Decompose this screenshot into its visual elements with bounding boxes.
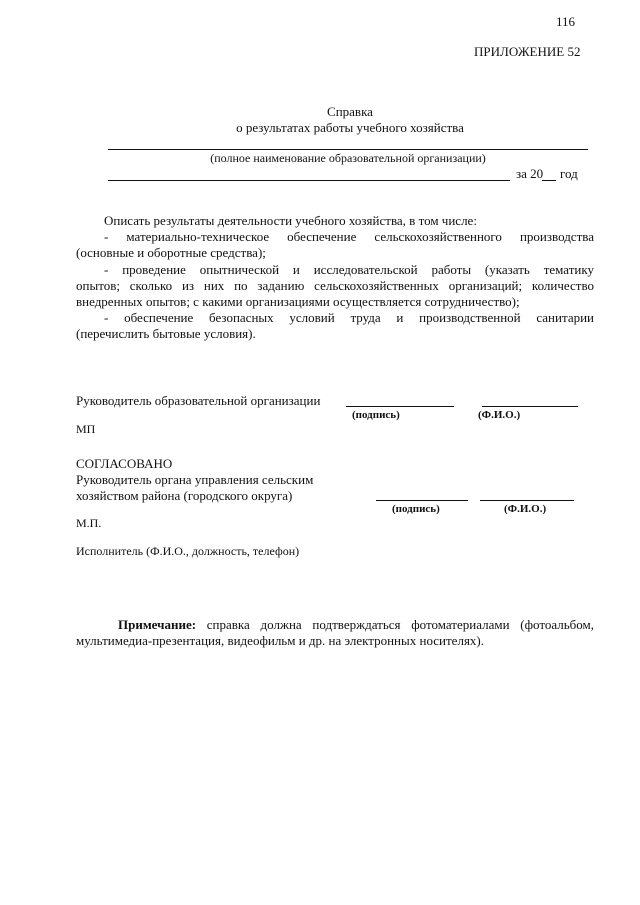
head-signature-caption: (подпись) <box>352 409 400 421</box>
executor-label: Исполнитель (Ф.И.О., должность, телефон) <box>76 544 300 558</box>
item-2-line-a: - проведение опытнической и исследовательской работы (указать тематику <box>104 262 594 277</box>
doc-subtitle: о результатах работы учебного хозяйства <box>236 120 464 135</box>
agency-signature-line[interactable] <box>376 500 468 501</box>
agency-fio-caption: (Ф.И.О.) <box>504 503 547 515</box>
year-field[interactable] <box>542 180 556 181</box>
agency-fio-line[interactable] <box>480 500 574 501</box>
agency-line-2: хозяйством района (городского округа) <box>76 488 293 503</box>
year-suffix: год <box>560 166 578 181</box>
doc-title: Справка <box>327 104 373 119</box>
org-name-caption: (полное наименование образовательной организации) <box>210 151 486 165</box>
agreed-label: СОГЛАСОВАНО <box>76 456 173 471</box>
item-1-line-b: (основные и оборотные средства); <box>76 245 266 260</box>
stamp-mark-1: МП <box>76 422 96 436</box>
head-fio-line[interactable] <box>482 406 578 407</box>
head-fio-caption: (Ф.И.О.) <box>478 409 521 421</box>
intro-line: Описать результаты деятельности учебного хозяйства, в том числе: <box>104 213 477 228</box>
head-label: Руководитель образовательной организации <box>76 393 321 408</box>
year-prefix: за 20 <box>516 166 544 181</box>
note-line-a <box>118 617 594 633</box>
org-name-line-2[interactable] <box>108 180 510 181</box>
org-name-line[interactable] <box>108 149 588 150</box>
stamp-mark-2: М.П. <box>76 516 102 530</box>
agency-signature-caption: (подпись) <box>392 503 440 515</box>
head-signature-line[interactable] <box>346 406 454 407</box>
note-label: Примечание: <box>118 617 197 632</box>
item-1-line-a: - материально-техническое обеспечение сельскохозяйственного производства <box>104 229 594 244</box>
note-text-a: справка должна подтверждаться фотоматериалами (фотоальбом, <box>206 617 594 632</box>
item-3-line-a: - обеспечение безопасных условий труда и производственной санитарии <box>104 310 594 325</box>
appendix-label: ПРИЛОЖЕНИЕ 52 <box>474 44 581 59</box>
agency-line-1: Руководитель органа управления сельским <box>76 472 314 487</box>
item-2-line-b: опытов; сколько из них по заданию сельскохозяйственных организаций; количество <box>76 278 594 293</box>
page-number: 116 <box>556 14 576 29</box>
item-2-line-c: внедренных опытов; с какими организациями осуществляется сотрудничество); <box>76 294 520 309</box>
note-line-b: мультимедиа-презентация, видеофильм и др. на электронных носителях). <box>76 633 485 648</box>
item-3-line-b: (перечислить бытовые условия). <box>76 326 256 341</box>
